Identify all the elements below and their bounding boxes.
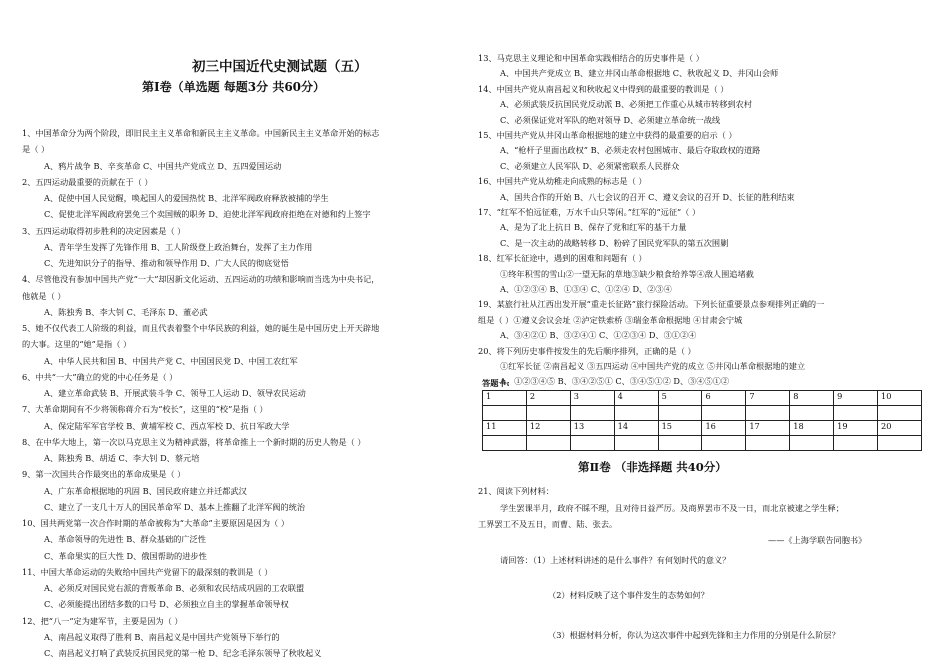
question-line: A、南昌起义取得了胜利 B、南昌起义是中国共产党领导下举行的 bbox=[44, 631, 280, 642]
question-line: 4、尽管他没有参加中国共产党“一大”却因新文化运动、五四运动的功绩和影响而当选为中央书记， bbox=[22, 274, 380, 285]
question-line: C、必须保证党对军队的绝对领导 D、必须建立革命统一战线 bbox=[500, 114, 721, 125]
part2-heading: 第Ⅱ卷 （非选择题 共40分） bbox=[578, 460, 727, 474]
question-line: 1、中国革命分为两个阶段，即旧民主主义革命和新民主主义革命。中国新民主主义革命开始的标志 bbox=[22, 128, 380, 138]
q21-sub3: （3）根据材料分析，你认为这次事件中起到先锋和主力作用的分别是什么阶层？ bbox=[548, 630, 840, 640]
question-line: 18、红军长征途中，遇到的困难和问题有（ ） bbox=[478, 253, 647, 264]
question-line: 5、她不仅代表工人阶级的利益，而且代表着整个中华民族的利益，她的诞生是中国历史上开天辟地 bbox=[22, 323, 380, 333]
answer-cell-number: 18 bbox=[790, 421, 834, 436]
question-line: A、①②③④⑤ B、③④②⑤① C、③④⑤①② D、③④⑤①② bbox=[500, 376, 730, 387]
question-line: C、必须能提出团结多数的口号 D、必须独立自主的掌握革命领导权 bbox=[44, 599, 289, 610]
answer-cell-number: 19 bbox=[834, 421, 878, 436]
question-line: ①终年积雪的雪山②一望无际的草地③缺少粮食给养等④敌人围追堵截 bbox=[500, 268, 754, 279]
question-line: A、陈独秀 B、李大钊 C、毛泽东 D、董必武 bbox=[44, 306, 208, 317]
question-line: C、先进知识分子的指导、推动和领导作用 D、广大人民的彻底觉悟 bbox=[44, 258, 289, 268]
answer-cell-number: 3 bbox=[570, 391, 614, 406]
question-line: 他就是（ ） bbox=[22, 290, 66, 301]
question-line: A、是为了北上抗日 B、保存了党和红军的基干力量 bbox=[500, 222, 687, 233]
question-line: 13、马克思主义理论和中国革命实践相结合的历史事件是（ ） bbox=[478, 53, 704, 63]
question-line: 12、把“八一”定为建军节，主要是因为（ ） bbox=[22, 615, 183, 626]
question-line: 19、某旅行社从江西出发开展“重走长征路”旅行探险活动。下列长征重要景点参观排列正确的一 bbox=[478, 299, 825, 310]
question-line: A、青年学生发挥了先锋作用 B、工人阶级登上政治舞台，发挥了主力作用 bbox=[44, 241, 313, 252]
answer-cell-number: 6 bbox=[702, 391, 746, 406]
answer-cell-number: 7 bbox=[746, 391, 790, 406]
question-line: C、促使北洋军阀政府罢免三个卖国贼的职务 D、迫使北洋军阀政府拒绝在对德和约上签字 bbox=[44, 209, 371, 220]
question-line: 3、五四运动取得初步胜利的决定因素是（ ） bbox=[22, 225, 186, 236]
page-title: 初三中国近代史测试题（五） bbox=[192, 59, 368, 75]
question-line: A、必须武装反抗国民党反动派 B、必须把工作重心从城市转移到农村 bbox=[500, 99, 752, 110]
q21-sub1: 请回答：（1）上述材料讲述的是什么事件？有何划时代的意义？ bbox=[500, 555, 731, 565]
question-line: C、建立了一支几十万人的国民革命军 D、基本上推翻了北洋军阀的统治 bbox=[44, 501, 306, 512]
question-line: C、革命果实的巨大性 D、俄国帮助的进步性 bbox=[44, 550, 207, 561]
answer-card-table bbox=[482, 390, 922, 451]
answer-cell-number: 17 bbox=[746, 421, 790, 436]
question-line: 10、国共两党第一次合作时期的革命被称为“大革命”主要原因是因为（ ） bbox=[22, 518, 290, 528]
question-line: 8、在中华大地上，第一次以马克思主义为精神武器，将革命推上一个新时期的历史人物是（ ） bbox=[22, 436, 366, 447]
answer-cell-number: 10 bbox=[878, 391, 922, 406]
answer-card-label: 答题卡: bbox=[482, 378, 510, 388]
question-line: A、鸦片战争 B、辛亥革命 C、中国共产党成立 D、五四爱国运动 bbox=[44, 160, 282, 171]
answer-blank-row bbox=[483, 436, 922, 451]
question-line: A、①②③④ B、①③④ C、①②④ D、②③④ bbox=[500, 284, 672, 294]
material-source: ——《上海学联告同胞书》 bbox=[768, 535, 867, 545]
question-line: 15、中国共产党从井冈山革命根据地的建立中获得的最重要的启示（ ） bbox=[478, 130, 737, 140]
question-line: 20、将下列历史事件按发生的先后顺序排列，正确的是（ ） bbox=[478, 345, 696, 356]
answer-cell-number: 5 bbox=[658, 391, 702, 406]
answer-cell-number: 9 bbox=[834, 391, 878, 406]
answer-row bbox=[483, 391, 922, 406]
q21-sub2: （2）材料反映了这个事件发生的态势如何？ bbox=[548, 590, 709, 600]
question-line: C、必须建立人民军队 D、必须紧密联系人民群众 bbox=[500, 160, 680, 171]
question-line: 组是（ ）①遵义会议会址 ②泸定铁索桥 ③瑞金革命根据地 ④甘肃会宁城 bbox=[478, 314, 743, 325]
question-line: 6、中共“一大”确立的党的中心任务是（ ） bbox=[22, 371, 178, 382]
part1-heading: 第Ⅰ卷（单选题 每题3分 共60分） bbox=[142, 80, 326, 94]
answer-cell-number: 2 bbox=[526, 391, 570, 406]
question-line: A、促使中国人民觉醒，唤起国人的爱国热忱 B、北洋军阀政府释放被捕的学生 bbox=[44, 193, 329, 203]
question-line: 的大事。这里的“她”是指（ ） bbox=[22, 339, 132, 350]
answer-cell-number: 15 bbox=[658, 421, 702, 436]
question-line: A、中国共产党成立 B、建立井冈山革命根据地 C、秋收起义 D、井冈山会师 bbox=[500, 68, 779, 79]
question-line: A、建立革命武装 B、开展武装斗争 C、领导工人运动 D、领导农民运动 bbox=[44, 388, 306, 398]
answer-cell-number: 11 bbox=[483, 421, 527, 436]
q21-stem: 21、阅读下列材料： bbox=[478, 486, 554, 496]
answer-cell-number: 20 bbox=[878, 421, 922, 436]
question-line: 7、大革命期间有不少将领称蒋介石为“校长”，这里的“校”是指（ ） bbox=[22, 404, 268, 415]
answer-cell-number: 13 bbox=[570, 421, 614, 436]
answer-blank-row bbox=[483, 406, 922, 421]
question-line: A、中华人民共和国 B、中国共产党 C、中国国民党 D、中国工农红军 bbox=[44, 355, 298, 366]
question-line: A、陈独秀 B、胡适 C、李大钊 D、蔡元培 bbox=[44, 453, 200, 463]
question-line: A、广东革命根据地的巩固 B、国民政府建立并迁都武汉 bbox=[44, 485, 247, 496]
question-line: A、“枪杆子里面出政权” B、必须走农村包围城市、最后夺取政权的道路 bbox=[500, 145, 761, 156]
answer-row bbox=[483, 421, 922, 436]
question-line: A、必须反对国民党右派的背叛革命 B、必须和农民结成巩固的工农联盟 bbox=[44, 583, 305, 593]
question-line: A、革命领导的先进性 B、群众基础的广泛性 bbox=[44, 534, 206, 545]
answer-cell-number: 16 bbox=[702, 421, 746, 436]
question-line: 17、“红军不怕远征难，万水千山只等闲。”红军的“远征”（ ） bbox=[478, 207, 701, 217]
question-line: A、国共合作的开始 B、八七会议的召开 C、遵义会议的召开 D、长征的胜利结束 bbox=[500, 191, 795, 202]
question-line: C、南昌起义打响了武装反抗国民党的第一枪 D、纪念毛泽东领导了秋收起义 bbox=[44, 648, 322, 658]
question-line: 14、中国共产党从南昌起义和秋收起义中得到的最重要的教训是（ ） bbox=[478, 83, 729, 94]
answer-cell-number: 8 bbox=[790, 391, 834, 406]
question-line: 16、中国共产党从幼稚走向成熟的标志是（ ） bbox=[478, 176, 647, 187]
material-line-1: 学生罢课半月，政府不睬不理，且对待日益严厉。及商界罢市不及一日，而北京被逮之学生释； bbox=[500, 503, 844, 513]
question-line: C、是一次主动的战略转移 D、粉碎了国民党军队的第五次围剿 bbox=[500, 237, 729, 248]
answer-cell-number: 14 bbox=[614, 421, 658, 436]
question-line: 11、中国大革命运动的失败给中国共产党留下的最深刻的教训是（ ） bbox=[22, 566, 273, 577]
question-line: 2、五四运动最重要的贡献在于（ ） bbox=[22, 176, 153, 187]
question-line: 是（ ） bbox=[22, 144, 50, 155]
material-line-2: 工界罢工不及五日，而曹、陆、张去。 bbox=[478, 519, 618, 529]
question-line: ①红军长征 ②南昌起义 ③五四运动 ④中国共产党的成立 ⑤井冈山革命根据地的建立 bbox=[500, 361, 806, 371]
answer-cell-number: 4 bbox=[614, 391, 658, 406]
question-line: A、③④②① B、③②④① C、①②③④ D、③①②④ bbox=[500, 330, 697, 341]
answer-cell-number: 12 bbox=[526, 421, 570, 436]
answer-cell-number: 1 bbox=[483, 391, 527, 406]
question-line: 9、第一次国共合作最突出的革命成果是（ ） bbox=[22, 469, 186, 480]
question-line: A、保定陆军军官学校 B、黄埔军校 C、西点军校 D、抗日军政大学 bbox=[44, 420, 290, 431]
